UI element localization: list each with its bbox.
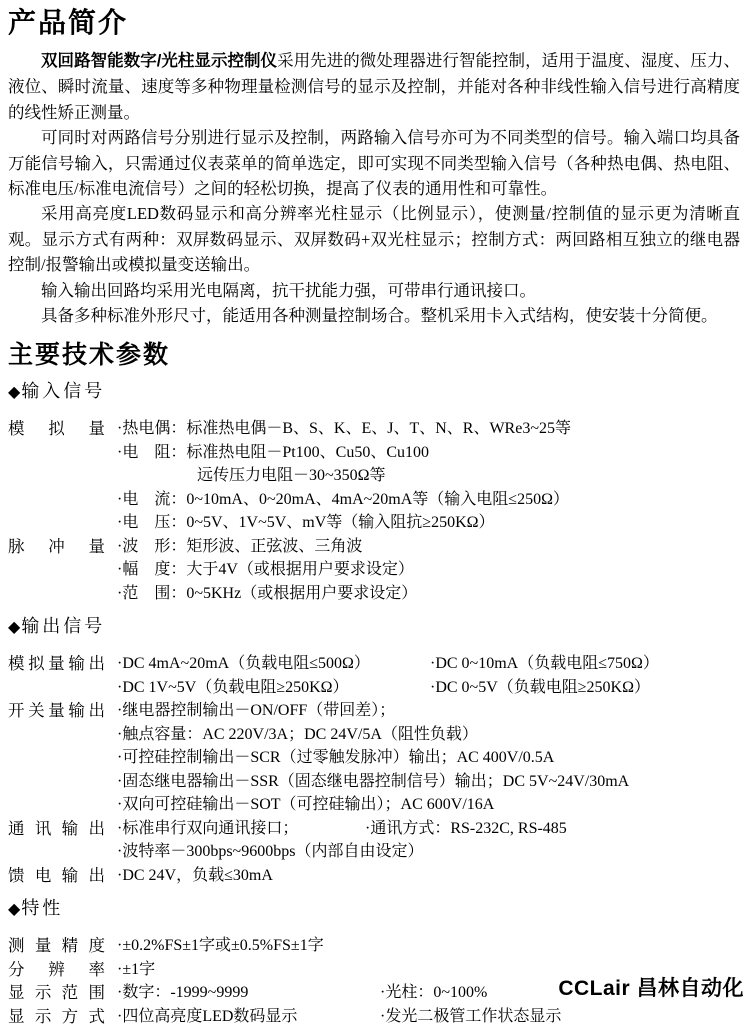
spec-row-comm-interface — [117, 817, 740, 841]
cclair-logo: CCLair 昌林自动化 — [558, 977, 744, 1000]
analog-out-2-col2: ·DC 0~5V（负载电阻≥250KΩ） — [430, 678, 650, 696]
spec-row-analog-out-2 — [117, 676, 740, 700]
spec-row-range: ·范 围：0~5KHz（或根据用户要求设定） — [117, 584, 418, 602]
page-title: 产品简介 — [8, 7, 129, 38]
output-signal-heading — [8, 614, 740, 640]
spec-row-voltage: ·电 压：0~5V、1V~5V、mV等（输入阻抗≥250KΩ） — [117, 514, 495, 532]
intro-section — [8, 48, 740, 328]
spec-row-scr-out: ·可控硅控制输出－SCR（过零触发脉冲）输出；AC 400V/0.5A — [117, 749, 555, 767]
analog-out-1-col1: ·DC 4mA~20mA（负载电阻≤500Ω） — [117, 655, 370, 673]
analog-output-group — [8, 652, 740, 699]
spec-row-thermocouple: ·热电偶：标准热电偶－B、S、K、E、J、T、N、R、WRe3~25等 — [117, 420, 571, 438]
comm-output-group — [8, 817, 740, 864]
resolution-label: 分辨率 — [8, 959, 105, 979]
analog-output-label: 模拟量输出 — [8, 654, 105, 674]
accuracy-rows — [117, 934, 740, 958]
pulse-input-label: 脉冲量 — [8, 536, 105, 556]
spec-row-accuracy: ·±0.2%FS±1字或±0.5%FS±1字 — [117, 937, 324, 955]
display-mode-label: 显示方式 — [8, 1006, 105, 1026]
switch-output-rows — [117, 699, 740, 817]
intro-paragraph-1 — [8, 48, 740, 125]
display-mode-rows — [117, 1005, 740, 1028]
comm-interface-col1: ·标准串行双向通讯接口； — [117, 819, 299, 837]
diamond-icon: ◆ — [8, 619, 21, 637]
spec-row-resistance-cont: 远传压力电阻－30~350Ω等 — [197, 467, 386, 485]
spec-row-amplitude: ·幅 度：大于4V（或根据用户要求设定） — [117, 561, 414, 579]
analog-out-1-col2: ·DC 0~10mA（负载电阻≤750Ω） — [430, 655, 659, 673]
tech-params-title: 主要技术参数 — [8, 341, 171, 370]
spec-row-baud-rate: ·波特率－300bps~9600bps（内部自由设定） — [117, 843, 424, 861]
features-heading-text: 特性 — [21, 898, 64, 919]
display-mode-col1: ·四位高亮度LED数码显示 — [117, 1007, 298, 1025]
spec-row-sot-out: ·双向可控硅输出－SOT（可控硅输出）；AC 600V/16A — [117, 796, 495, 814]
feed-output-label: 馈电输出 — [8, 865, 105, 885]
accuracy-label: 测量精度 — [8, 936, 105, 956]
pulse-input-rows — [117, 535, 740, 606]
spec-row-current: ·电 流：0~10mA、0~20mA、4mA~20mA等（输入电阻≤250Ω） — [117, 490, 569, 508]
switch-output-group — [8, 699, 740, 817]
diamond-icon: ◆ — [8, 901, 21, 919]
input-signal-heading-text: 输入信号 — [21, 381, 106, 402]
intro-paragraph-1-text: 采用先进的微处理器进行智能控制，适用于温度、湿度、压力、液位、瞬时流量、速度等多种物理量检测信号的显示及控制，并能对各种非线性输入信号进行高精度的线性矫正测量。 — [8, 51, 740, 122]
spec-row-waveform: ·波 形：矩形波、正弦波、三角波 — [117, 537, 363, 555]
comm-interface-col2: ·通讯方式：RS-232C, RS-485 — [365, 819, 567, 837]
display-mode-col2: ·发光二极管工作状态显示 — [380, 1007, 562, 1025]
display-mode-group — [8, 1005, 740, 1028]
switch-output-label: 开关量输出 — [8, 701, 105, 721]
intro-paragraph-3: 采用高亮度LED数码显示和高分辨率光柱显示（比例显示），使测量/控制值的显示更为清晰直观。显示方式有两种：双屏数码显示、双屏数码+双光柱显示；控制方式：两回路相互独立的继电器控制/报警输出或模拟量变送输出。 — [8, 204, 740, 275]
display-range-label: 显示范围 — [8, 983, 105, 1003]
intro-paragraph-4: 输入输出回路均采用光电隔离，抗干扰能力强，可带串行通讯接口。 — [41, 280, 536, 300]
diamond-icon: ◆ — [8, 384, 21, 402]
intro-paragraph-2: 可同时对两路信号分别进行显示及控制，两路输入信号亦可为不同类型的信号。输入端口均具备万能信号输入，只需通过仪表菜单的简单选定，即可实现不同类型输入信号（各种热电偶、热电阻、标准电压/标准电流信号）之间的轻松切换，提高了仪表的通用性和可靠性。 — [8, 128, 740, 199]
intro-paragraph-5: 具备多种标准外形尺寸，能适用各种测量控制场合。整机采用卡入式结构，使安装十分简便。 — [41, 306, 718, 326]
spec-row-analog-out-1 — [117, 652, 740, 676]
input-signal-heading — [8, 379, 740, 405]
analog-input-label: 模拟量 — [8, 419, 105, 439]
pulse-input-group — [8, 535, 740, 606]
comm-output-label: 通讯输出 — [8, 818, 105, 838]
display-range-col2: ·光柱：0~100% — [380, 984, 488, 1002]
output-signal-heading-text: 输出信号 — [21, 616, 106, 637]
feed-output-group — [8, 864, 740, 888]
spec-row-resistance: ·电 阻：标准热电阻－Pt100、Cu50、Cu100 — [117, 443, 430, 461]
comm-output-rows — [117, 817, 740, 864]
spec-row-feed-output: ·DC 24V，负载≤30mA — [117, 866, 273, 884]
spec-row-resolution: ·±1字 — [117, 960, 156, 978]
product-name-bold-lead: 双回路智能数字/光柱显示控制仪 — [41, 52, 278, 70]
spec-row-relay-out: ·继电器控制输出－ON/OFF（带回差）； — [117, 702, 396, 720]
spec-row-contact-capacity: ·触点容量：AC 220V/3A；DC 24V/5A（阻性负载） — [117, 725, 478, 743]
analog-output-rows — [117, 652, 740, 699]
analog-out-2-col1: ·DC 1V~5V（负载电阻≥250KΩ） — [117, 678, 349, 696]
features-heading — [8, 896, 740, 922]
spec-row-display-mode — [117, 1005, 740, 1028]
feed-output-rows — [117, 864, 740, 888]
analog-input-group — [8, 417, 740, 535]
analog-input-rows — [117, 417, 740, 535]
spec-row-ssr-out: ·固态继电器输出－SSR（固态继电器控制信号）输出；DC 5V~24V/30mA — [117, 772, 630, 790]
display-range-col1: ·数字：-1999~9999 — [117, 984, 249, 1002]
accuracy-group — [8, 934, 740, 958]
